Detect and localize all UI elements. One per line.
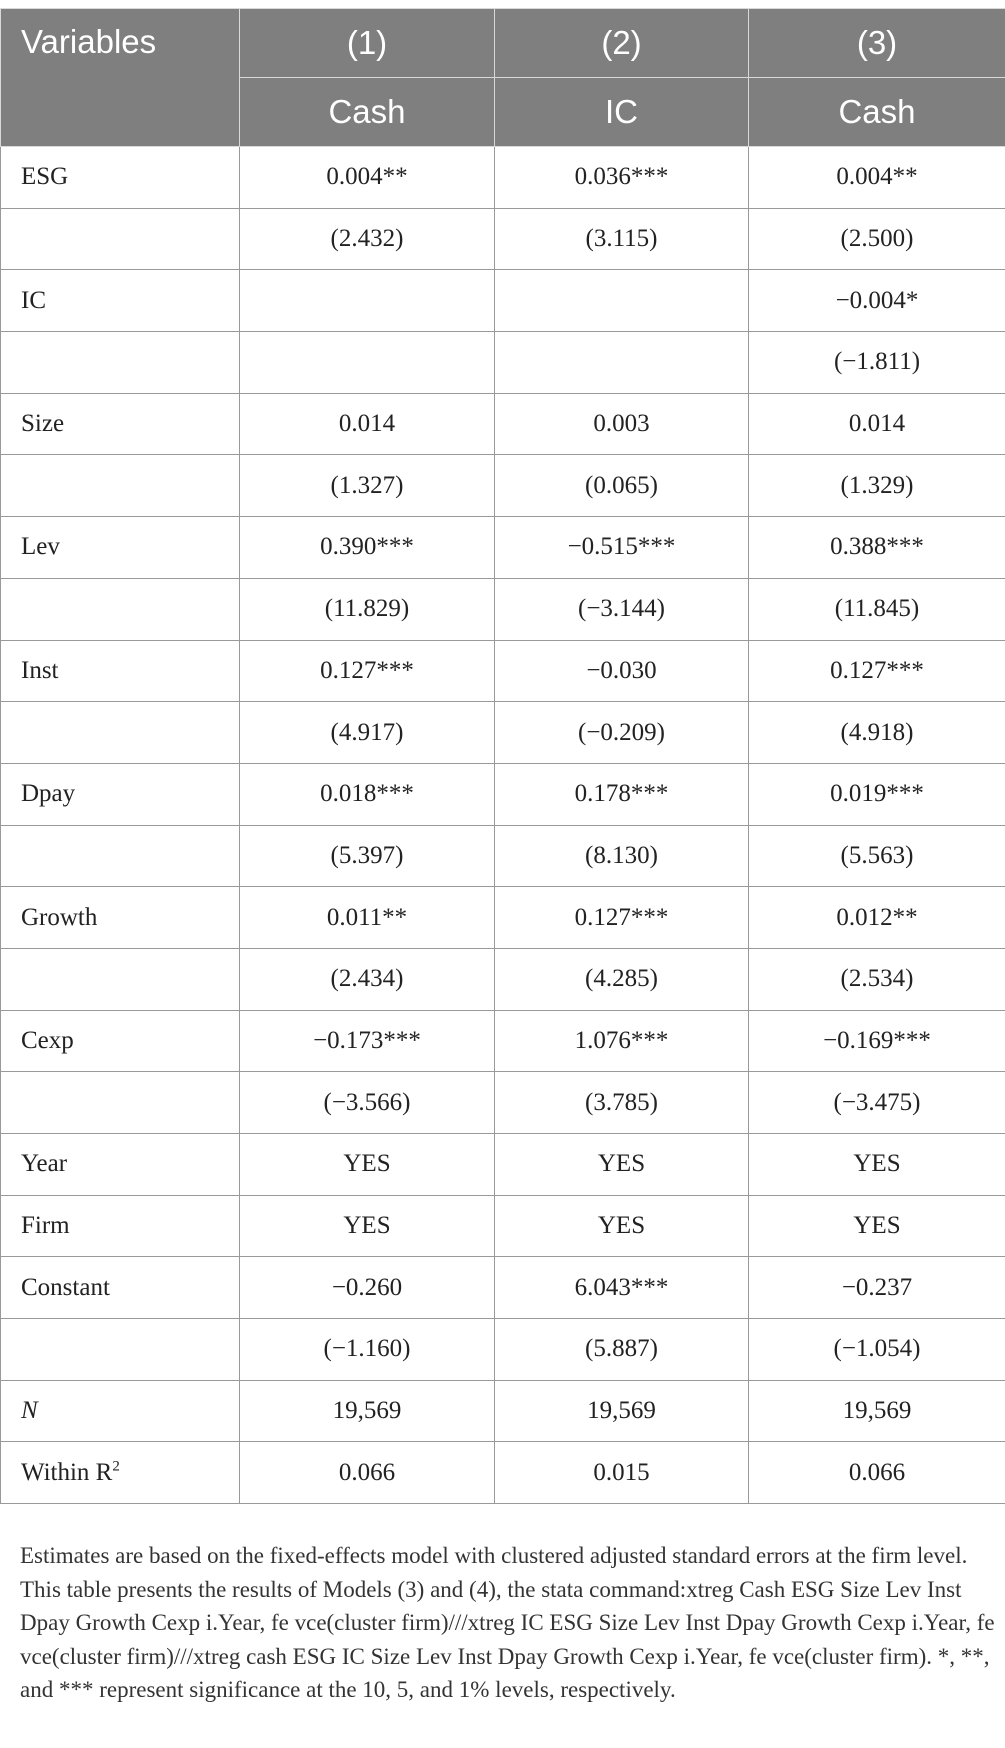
table-cell: 0.178*** [495,763,749,825]
table-row [1,640,1005,702]
row-label [1,763,240,825]
row-label [1,887,240,949]
row-label-text: ESG [21,163,69,191]
table-cell: (−3.144) [495,578,749,640]
table-row [1,763,1005,825]
row-label [1,332,240,394]
table-cell: 0.014 [749,393,1005,455]
table-cell: (1.329) [749,455,1005,517]
table-cell: 0.390*** [240,517,495,579]
row-label [1,1010,240,1072]
table-cell: 0.012** [749,887,1005,949]
table-cell: YES [495,1195,749,1257]
column-number-3: (3) [749,9,1005,78]
table-row [1,1010,1005,1072]
table-cell: 0.388*** [749,517,1005,579]
table-cell: (2.500) [749,208,1005,270]
row-label [1,825,240,887]
table-cell: (11.829) [240,578,495,640]
table-cell: (4.917) [240,702,495,764]
row-label [1,1257,240,1319]
table-cell: (5.563) [749,825,1005,887]
row-label [1,455,240,517]
table-row [1,393,1005,455]
row-label [1,1195,240,1257]
table-cell: (0.065) [495,455,749,517]
table-row [1,825,1005,887]
table-cell: YES [240,1195,495,1257]
table-cell: 0.066 [240,1442,495,1504]
row-label-superscript: 2 [112,1458,120,1475]
table-row [1,270,1005,332]
table-cell: (1.327) [240,455,495,517]
table-cell [495,332,749,394]
row-label-text: Lev [21,533,60,561]
column-name-2: IC [495,78,749,147]
table-cell [240,270,495,332]
table-row [1,1257,1005,1319]
table-cell: (3.115) [495,208,749,270]
row-label-text: Growth [21,903,98,931]
header-row-numbers [1,9,1005,78]
table-cell: (5.397) [240,825,495,887]
row-label [1,1442,240,1504]
table-cell: 0.004** [749,147,1005,209]
table-cell: 0.018*** [240,763,495,825]
table-cell: −0.169*** [749,1010,1005,1072]
row-label-text: Constant [21,1273,110,1301]
table-cell: (2.534) [749,948,1005,1010]
table-cell: (3.785) [495,1072,749,1134]
row-label-text: Within R [21,1458,113,1486]
table-cell: (−3.475) [749,1072,1005,1134]
table-cell: −0.260 [240,1257,495,1319]
table-cell: (8.130) [495,825,749,887]
row-label-text: IC [21,286,46,314]
table-cell: 0.015 [495,1442,749,1504]
table-cell: (11.845) [749,578,1005,640]
table-cell: (5.887) [495,1319,749,1381]
row-label [1,702,240,764]
row-label [1,1072,240,1134]
table-cell: −0.515*** [495,517,749,579]
table-row [1,1319,1005,1381]
column-number-2: (2) [495,9,749,78]
table-cell: −0.004* [749,270,1005,332]
table-cell: (4.918) [749,702,1005,764]
table-cell: (−1.160) [240,1319,495,1381]
row-label-text: Year [21,1150,68,1178]
table-cell: 0.019*** [749,763,1005,825]
table-cell: YES [749,1195,1005,1257]
table-row [1,1072,1005,1134]
row-label-text: N [21,1397,38,1425]
variables-header: Variables [1,9,240,147]
column-number-1: (1) [240,9,495,78]
table-cell: (2.434) [240,948,495,1010]
table-row [1,332,1005,394]
table-footnote: Estimates are based on the fixed-effects model with clustered adjusted standard errors at the firm level. This table presents the results of Models (3) and (4), the stata command:xtreg Cash ESG Size Lev Inst Dpay Growth Cexp i.Year, fe vce(cluster firm)///xtreg IC ESG Size Lev Inst Dpay Growth Cexp i.Year, fe vce(cluster firm)///xtreg cash ESG IC Size Lev Inst Dpay Growth Cexp i.Year, fe vce(cluster firm). *, **, and *** represent significance at the 10, 5, and 1% levels, respectively. [20,1543,995,1702]
table-cell: −0.030 [495,640,749,702]
table-cell: 0.066 [749,1442,1005,1504]
table-row [1,455,1005,517]
table-row [1,1134,1005,1196]
row-label [1,1380,240,1442]
table-cell: 6.043*** [495,1257,749,1319]
table-cell [495,270,749,332]
table-header [1,9,1005,147]
table-cell: 0.127*** [749,640,1005,702]
table-row [1,948,1005,1010]
table-row [1,1442,1005,1504]
table-row [1,1380,1005,1442]
row-label [1,948,240,1010]
table-row [1,1195,1005,1257]
row-label-text: Cexp [21,1026,74,1054]
row-label [1,270,240,332]
table-cell: (−1.811) [749,332,1005,394]
row-label [1,578,240,640]
row-label [1,393,240,455]
table-cell: (2.432) [240,208,495,270]
table-cell: 0.004** [240,147,495,209]
column-name-3: Cash [749,78,1005,147]
table-cell: YES [240,1134,495,1196]
regression-table [0,8,1005,1504]
table-cell: 0.127*** [240,640,495,702]
table-row [1,208,1005,270]
table-cell: 19,569 [749,1380,1005,1442]
row-label-text: Dpay [21,780,76,808]
table-cell: (4.285) [495,948,749,1010]
table-cell: (−1.054) [749,1319,1005,1381]
row-label-text: Firm [21,1212,70,1240]
table-row [1,702,1005,764]
table-cell: 0.127*** [495,887,749,949]
row-label [1,147,240,209]
table-cell: 0.036*** [495,147,749,209]
table-row [1,578,1005,640]
row-label [1,208,240,270]
table-cell: 19,569 [240,1380,495,1442]
table-cell: YES [749,1134,1005,1196]
row-label [1,1319,240,1381]
table-cell: (−3.566) [240,1072,495,1134]
table-body [1,147,1005,1504]
table-cell: 1.076*** [495,1010,749,1072]
table-row [1,147,1005,209]
column-name-1: Cash [240,78,495,147]
row-label-text: Size [21,410,65,438]
row-label-text: Inst [21,656,59,684]
row-label [1,517,240,579]
table-cell: 0.014 [240,393,495,455]
table-cell: 0.011** [240,887,495,949]
table-cell: YES [495,1134,749,1196]
row-label [1,1134,240,1196]
table-row [1,887,1005,949]
table-cell [240,332,495,394]
table-cell: 19,569 [495,1380,749,1442]
table-cell: 0.003 [495,393,749,455]
table-cell: −0.237 [749,1257,1005,1319]
table-row [1,517,1005,579]
row-label [1,640,240,702]
table-cell: (−0.209) [495,702,749,764]
table-cell: −0.173*** [240,1010,495,1072]
